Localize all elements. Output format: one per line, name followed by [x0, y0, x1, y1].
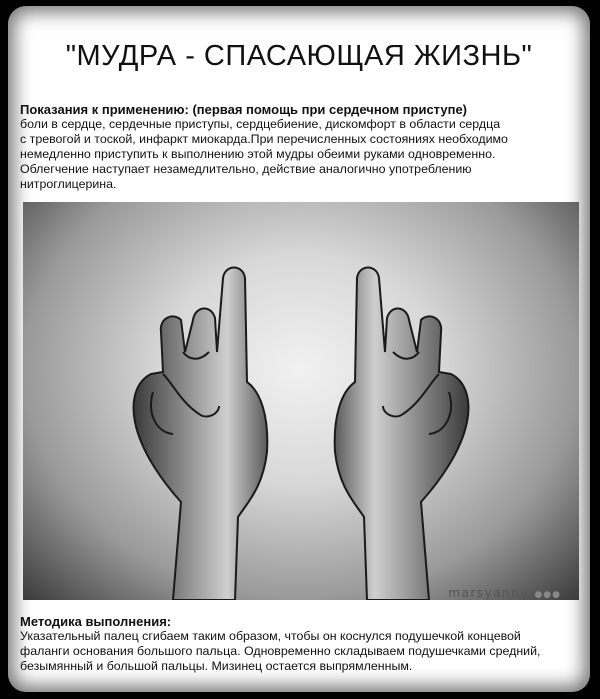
- method-heading: Методика выполнения:: [20, 614, 172, 629]
- indications-line: нитроглицерина.: [20, 177, 117, 191]
- method-line: безымянный и большой пальцы. Мизинец остается выпрямленным.: [20, 659, 413, 673]
- right-hand: [335, 268, 469, 601]
- watermark-text: marsyanna: [448, 586, 530, 600]
- watermark: [448, 586, 561, 600]
- indications-heading: Показания к применению: (первая помощь при сердечном приступе): [20, 102, 468, 117]
- method-section: [20, 614, 582, 674]
- indications-line: немедленно приступить к выполнению этой мудры обеими руками одновременно.: [20, 147, 496, 161]
- indications-line: с тревогой и тоской, инфаркт миокарда.При перечисленных состояниях необходимо: [20, 132, 508, 146]
- hands-mudra-photo: [23, 202, 579, 600]
- indications-section: [20, 102, 580, 192]
- watermark-dots-icon: ●●●: [534, 590, 561, 600]
- page-title: "МУДРА - СПАСАЮЩАЯ ЖИЗНЬ": [65, 40, 533, 72]
- left-hand: [134, 268, 268, 601]
- method-line: фаланги основания большого пальца. Одновременно складываем подушечками средний,: [20, 644, 541, 658]
- indications-line: боли в сердце, сердечные приступы, сердцебиение, дискомфорт в области сердца: [20, 117, 501, 131]
- hands-illustration: [23, 202, 579, 600]
- mudra-card: [8, 6, 590, 692]
- indications-line: Облегчение наступает незамедлительно, действие аналогично употреблению: [20, 162, 472, 176]
- method-line: Указательный палец сгибаем таким образом, чтобы он коснулся подушечкой концевой: [20, 629, 521, 643]
